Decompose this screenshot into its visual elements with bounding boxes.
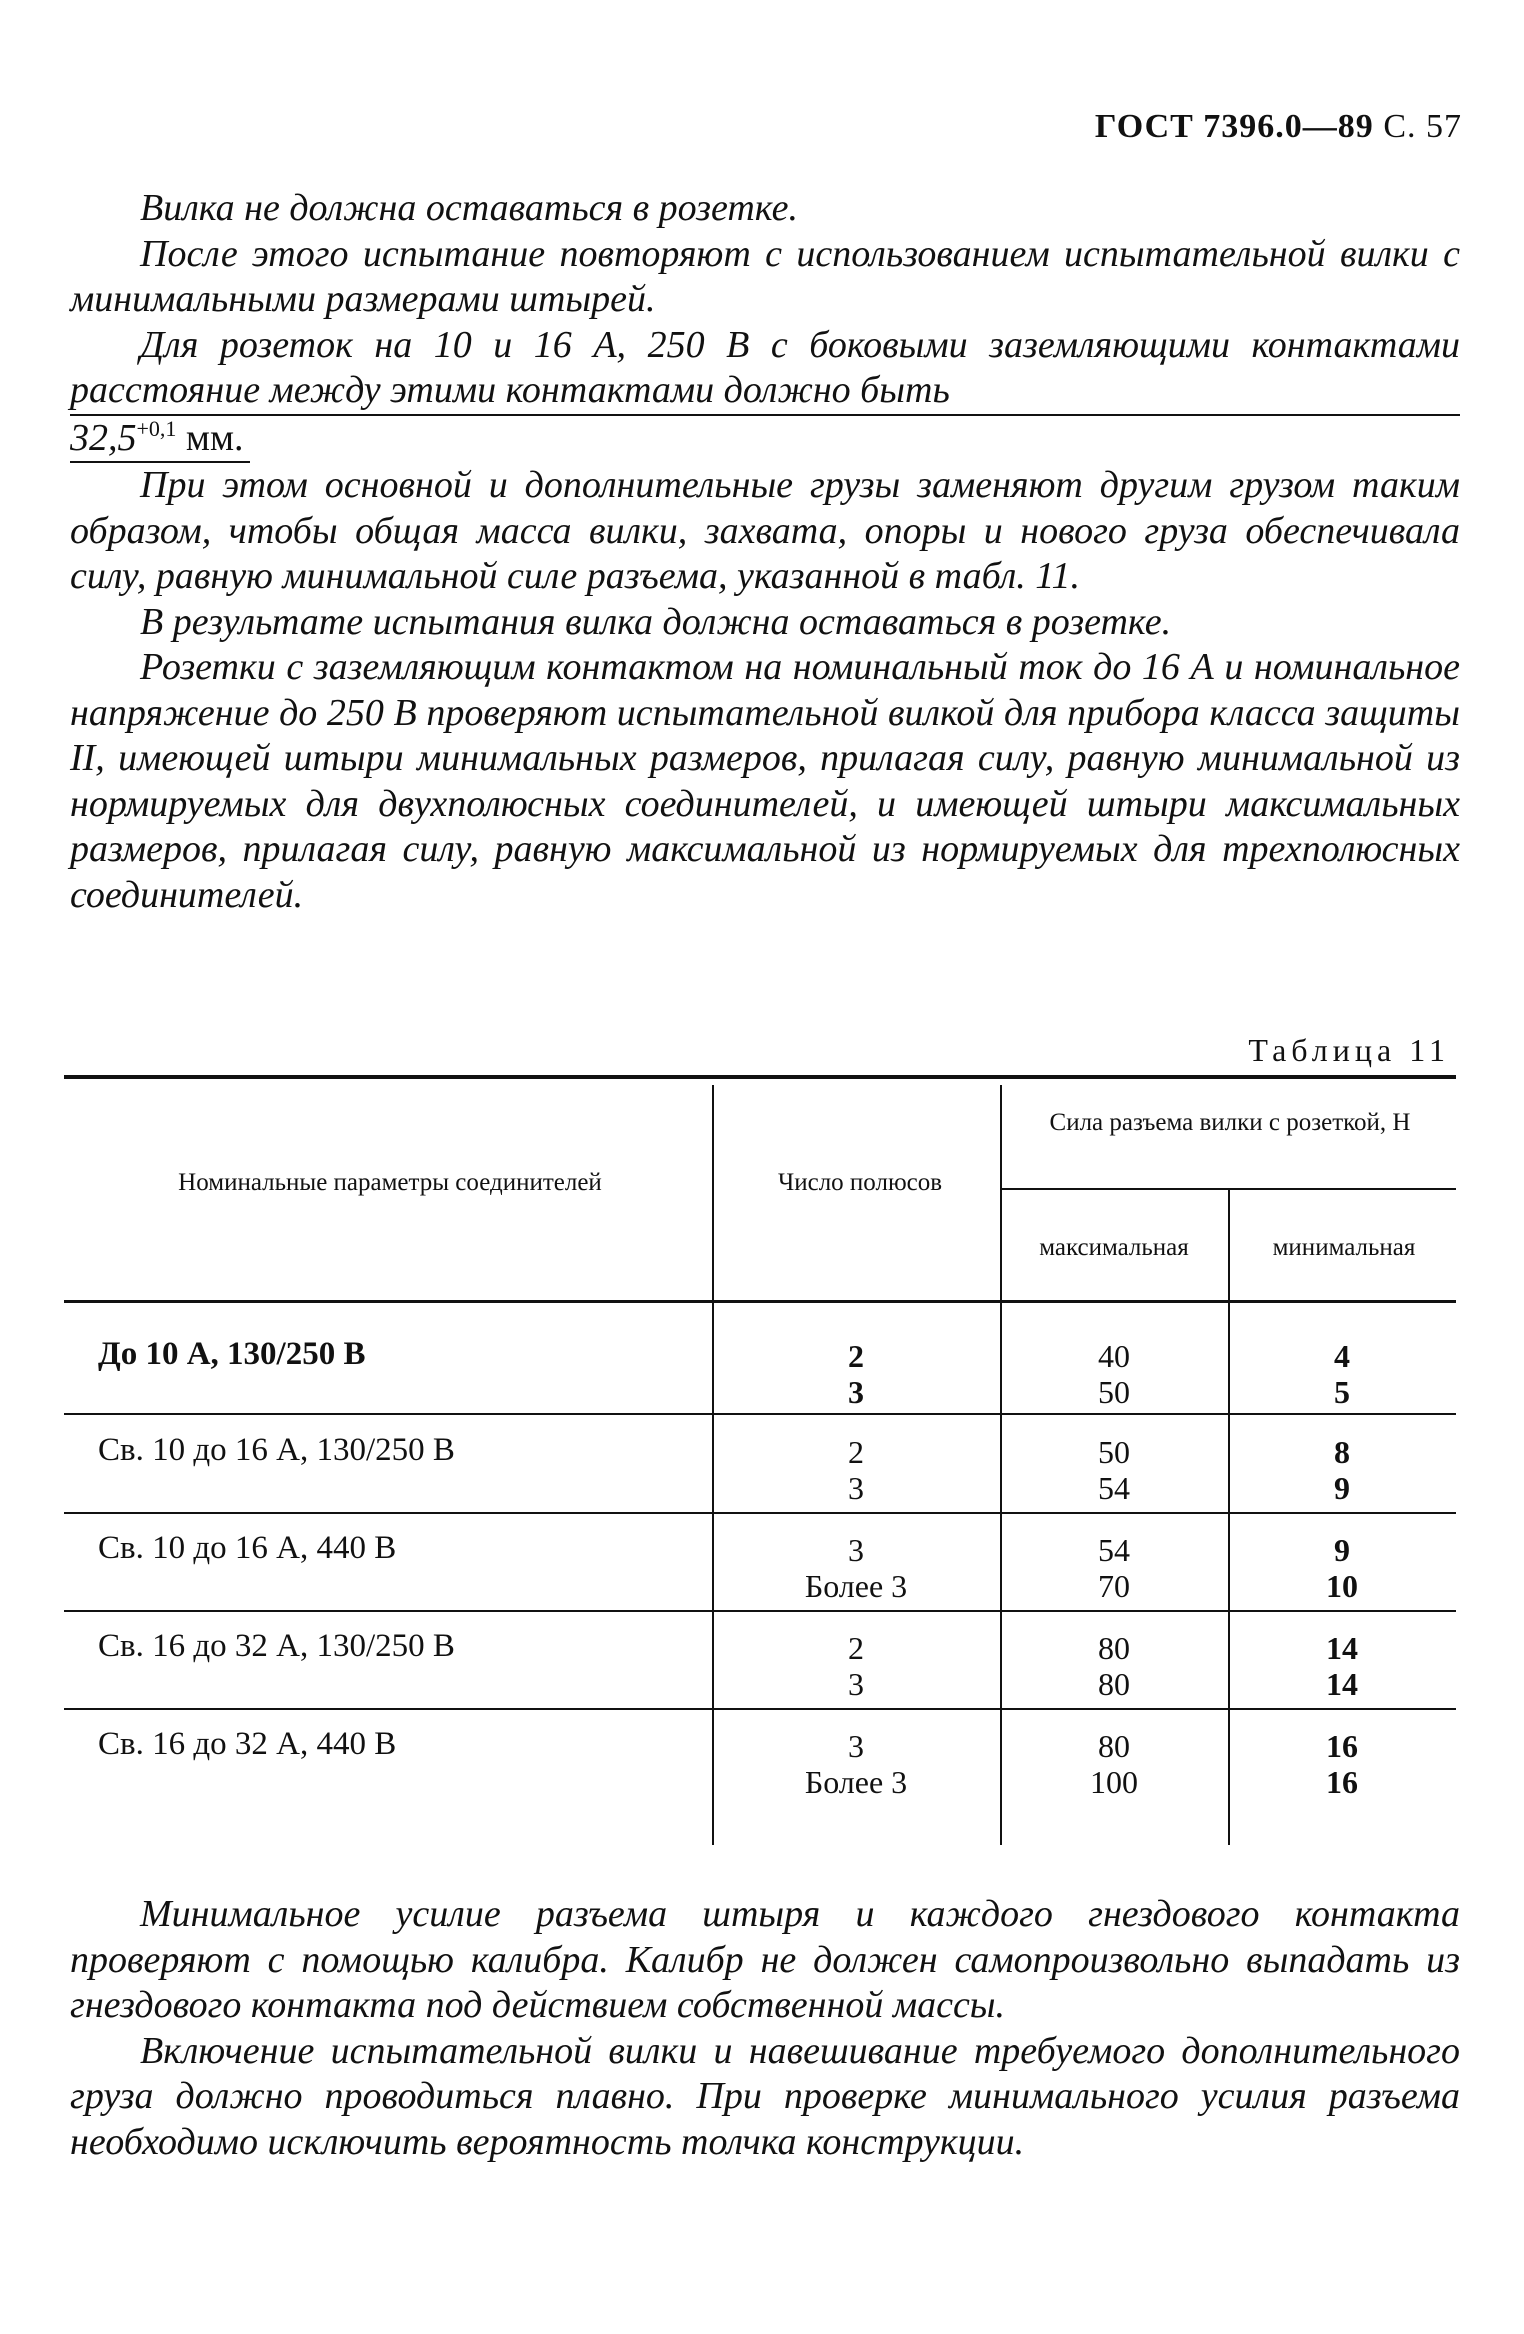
row-divider xyxy=(64,1708,1456,1710)
row-params: Св. 10 до 16 А, 130/250 В xyxy=(98,1432,455,1468)
row-divider xyxy=(64,1610,1456,1612)
row-min: 16 16 xyxy=(1326,1728,1358,1800)
paragraph-underlined: Для розеток на 10 и 16 А, 250 В с боковыми заземляющими контактами расстояние между этими контактами должно быть xyxy=(70,323,1460,416)
row-params: Св. 16 до 32 А, 440 В xyxy=(98,1726,397,1762)
table-top-border xyxy=(64,1075,1456,1079)
row-poles: 2 3 xyxy=(848,1434,864,1506)
row-poles: 3 Более 3 xyxy=(804,1532,908,1604)
table-caption: Таблица 11 xyxy=(1248,1032,1450,1068)
page-number: С. 57 xyxy=(1383,108,1462,145)
row-min: 9 10 xyxy=(1326,1532,1358,1604)
dimension-value: 32,5 xyxy=(70,416,137,459)
row-params: До 10 А, 130/250 В xyxy=(98,1336,366,1372)
paragraph: После этого испытание повторяют с использованием испытательной вилки с минимальными размерами штырей. xyxy=(70,232,1460,320)
row-max: 40 50 xyxy=(1098,1338,1130,1410)
row-min: 4 5 xyxy=(1334,1338,1350,1410)
header-params: Номинальные параметры соединителей xyxy=(178,1169,602,1196)
row-params: Св. 16 до 32 А, 130/250 В xyxy=(98,1628,455,1664)
bottom-text xyxy=(70,1892,1460,2165)
paragraph: Розетки с заземляющим контактом на номинальный ток до 16 А и номинальное напряжение до 250 В проверяют испытательной вилкой для прибора класса защиты II, имеющей штыри минимальных размеров, прилагая силу, равную минимальной из нормируемых для двухполюсных соединителей, и имеющей штыри максимальных размеров, прилагая силу, равную максимальной из нормируемых для трехполюсных соединителей. xyxy=(70,646,1460,916)
row-max: 54 70 xyxy=(1098,1532,1130,1604)
paragraph: В результате испытания вилка должна оставаться в розетке. xyxy=(140,600,1172,643)
dimension-unit: мм. xyxy=(185,416,244,459)
row-divider xyxy=(64,1413,1456,1415)
row-min: 8 9 xyxy=(1334,1434,1350,1506)
dimension-line xyxy=(70,416,250,464)
paragraph: Вилка не должна оставаться в розетке. xyxy=(140,187,798,229)
header-force: Сила разъема вилки с розеткой, Н xyxy=(1049,1109,1411,1136)
table-header-bottom-border xyxy=(64,1300,1456,1303)
top-text xyxy=(70,186,1460,918)
header-min: минимальная xyxy=(1272,1234,1416,1261)
paragraph: Включение испытательной вилки и навешивание требуемого дополнительного груза должно проводиться плавно. При проверке минимального усилия разъема необходимо исключить вероятность толчка конструкции. xyxy=(70,2029,1460,2163)
header-poles: Число полюсов xyxy=(777,1169,943,1196)
row-max: 80 100 xyxy=(1090,1728,1138,1800)
standard-code: ГОСТ 7396.0—89 xyxy=(1094,108,1374,145)
row-poles: 2 3 xyxy=(848,1338,864,1410)
row-poles: 2 3 xyxy=(848,1630,864,1702)
paragraph: Минимальное усилие разъема штыря и каждого гнездового контакта проверяют с помощью калибра. Калибр не должен самопроизвольно выпадать из гнездового контакта под действием собственной массы. xyxy=(70,1893,1460,2026)
row-max: 80 80 xyxy=(1098,1630,1130,1702)
header-max: максимальная xyxy=(1039,1234,1189,1261)
dimension-tolerance: +0,1 xyxy=(136,415,177,441)
row-max: 50 54 xyxy=(1098,1434,1130,1506)
page-header xyxy=(1095,108,1462,146)
row-poles: 3 Более 3 xyxy=(804,1728,908,1800)
paragraph: При этом основной и дополнительные грузы заменяют другим грузом таким образом, чтобы общая масса вилки, захвата, опоры и нового груза обеспечивала силу, равную минимальной силе разъема, указанной в табл. 11. xyxy=(70,464,1460,597)
row-min: 14 14 xyxy=(1326,1630,1358,1702)
row-divider xyxy=(64,1512,1456,1514)
row-params: Св. 10 до 16 А, 440 В xyxy=(98,1530,397,1566)
